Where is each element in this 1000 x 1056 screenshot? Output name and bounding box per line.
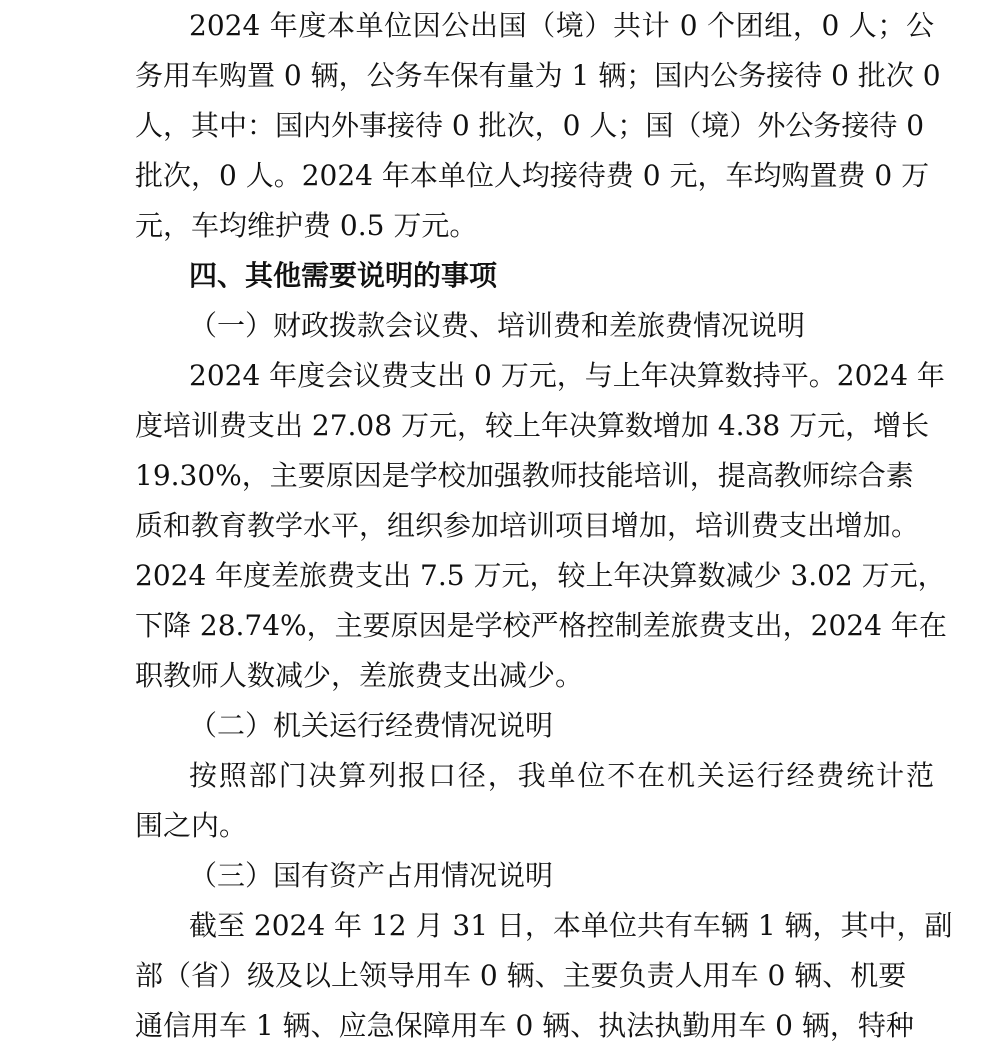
paragraph-line: 质和教育教学水平，组织参加培训项目增加，培训费支出增加。	[135, 509, 920, 542]
subsection-heading: （二）机关运行经费情况说明	[189, 709, 554, 742]
paragraph-line: 通信用车 1 辆、应急保障用车 0 辆、执法执勤用车 0 辆，特种	[135, 1009, 914, 1042]
section-heading: 四、其他需要说明的事项	[189, 259, 498, 292]
paragraph-line: 截至 2024 年 12 月 31 日，本单位共有车辆 1 辆，其中，副	[189, 909, 953, 942]
paragraph-line: 19.30%，主要原因是学校加强教师技能培训，提高教师综合素	[135, 459, 914, 492]
paragraph-line: 下降 28.74%，主要原因是学校严格控制差旅费支出，2024 年在	[135, 609, 947, 642]
paragraph-line: 按照部门决算列报口径，我单位不在机关运行经费统计范	[189, 759, 934, 792]
paragraph-line: 度培训费支出 27.08 万元，较上年决算数增加 4.38 万元，增长	[135, 409, 930, 442]
paragraph-line: 务用车购置 0 辆，公务车保有量为 1 辆；国内公务接待 0 批次 0	[135, 59, 941, 92]
paragraph-line: 元，车均维护费 0.5 万元。	[135, 209, 478, 242]
paragraph-line: 围之内。	[135, 809, 248, 842]
paragraph-line: 职教师人数减少，差旅费支出减少。	[135, 659, 584, 692]
paragraph-line: 2024 年度会议费支出 0 万元，与上年决算数持平。2024 年	[189, 359, 945, 392]
paragraph-line: 2024 年度本单位因公出国（境）共计 0 个团组，0 人；公	[189, 9, 934, 42]
paragraph-line: 人，其中：国内外事接待 0 批次，0 人；国（境）外公务接待 0	[135, 109, 925, 142]
subsection-heading: （三）国有资产占用情况说明	[189, 859, 554, 892]
paragraph-line: 部（省）级及以上领导用车 0 辆、主要负责人用车 0 辆、机要	[135, 959, 907, 992]
paragraph-line: 批次，0 人。2024 年本单位人均接待费 0 元，车均购置费 0 万	[135, 159, 930, 192]
subsection-heading: （一）财政拨款会议费、培训费和差旅费情况说明	[189, 309, 806, 342]
paragraph-line: 2024 年度差旅费支出 7.5 万元，较上年决算数减少 3.02 万元，	[135, 559, 946, 592]
